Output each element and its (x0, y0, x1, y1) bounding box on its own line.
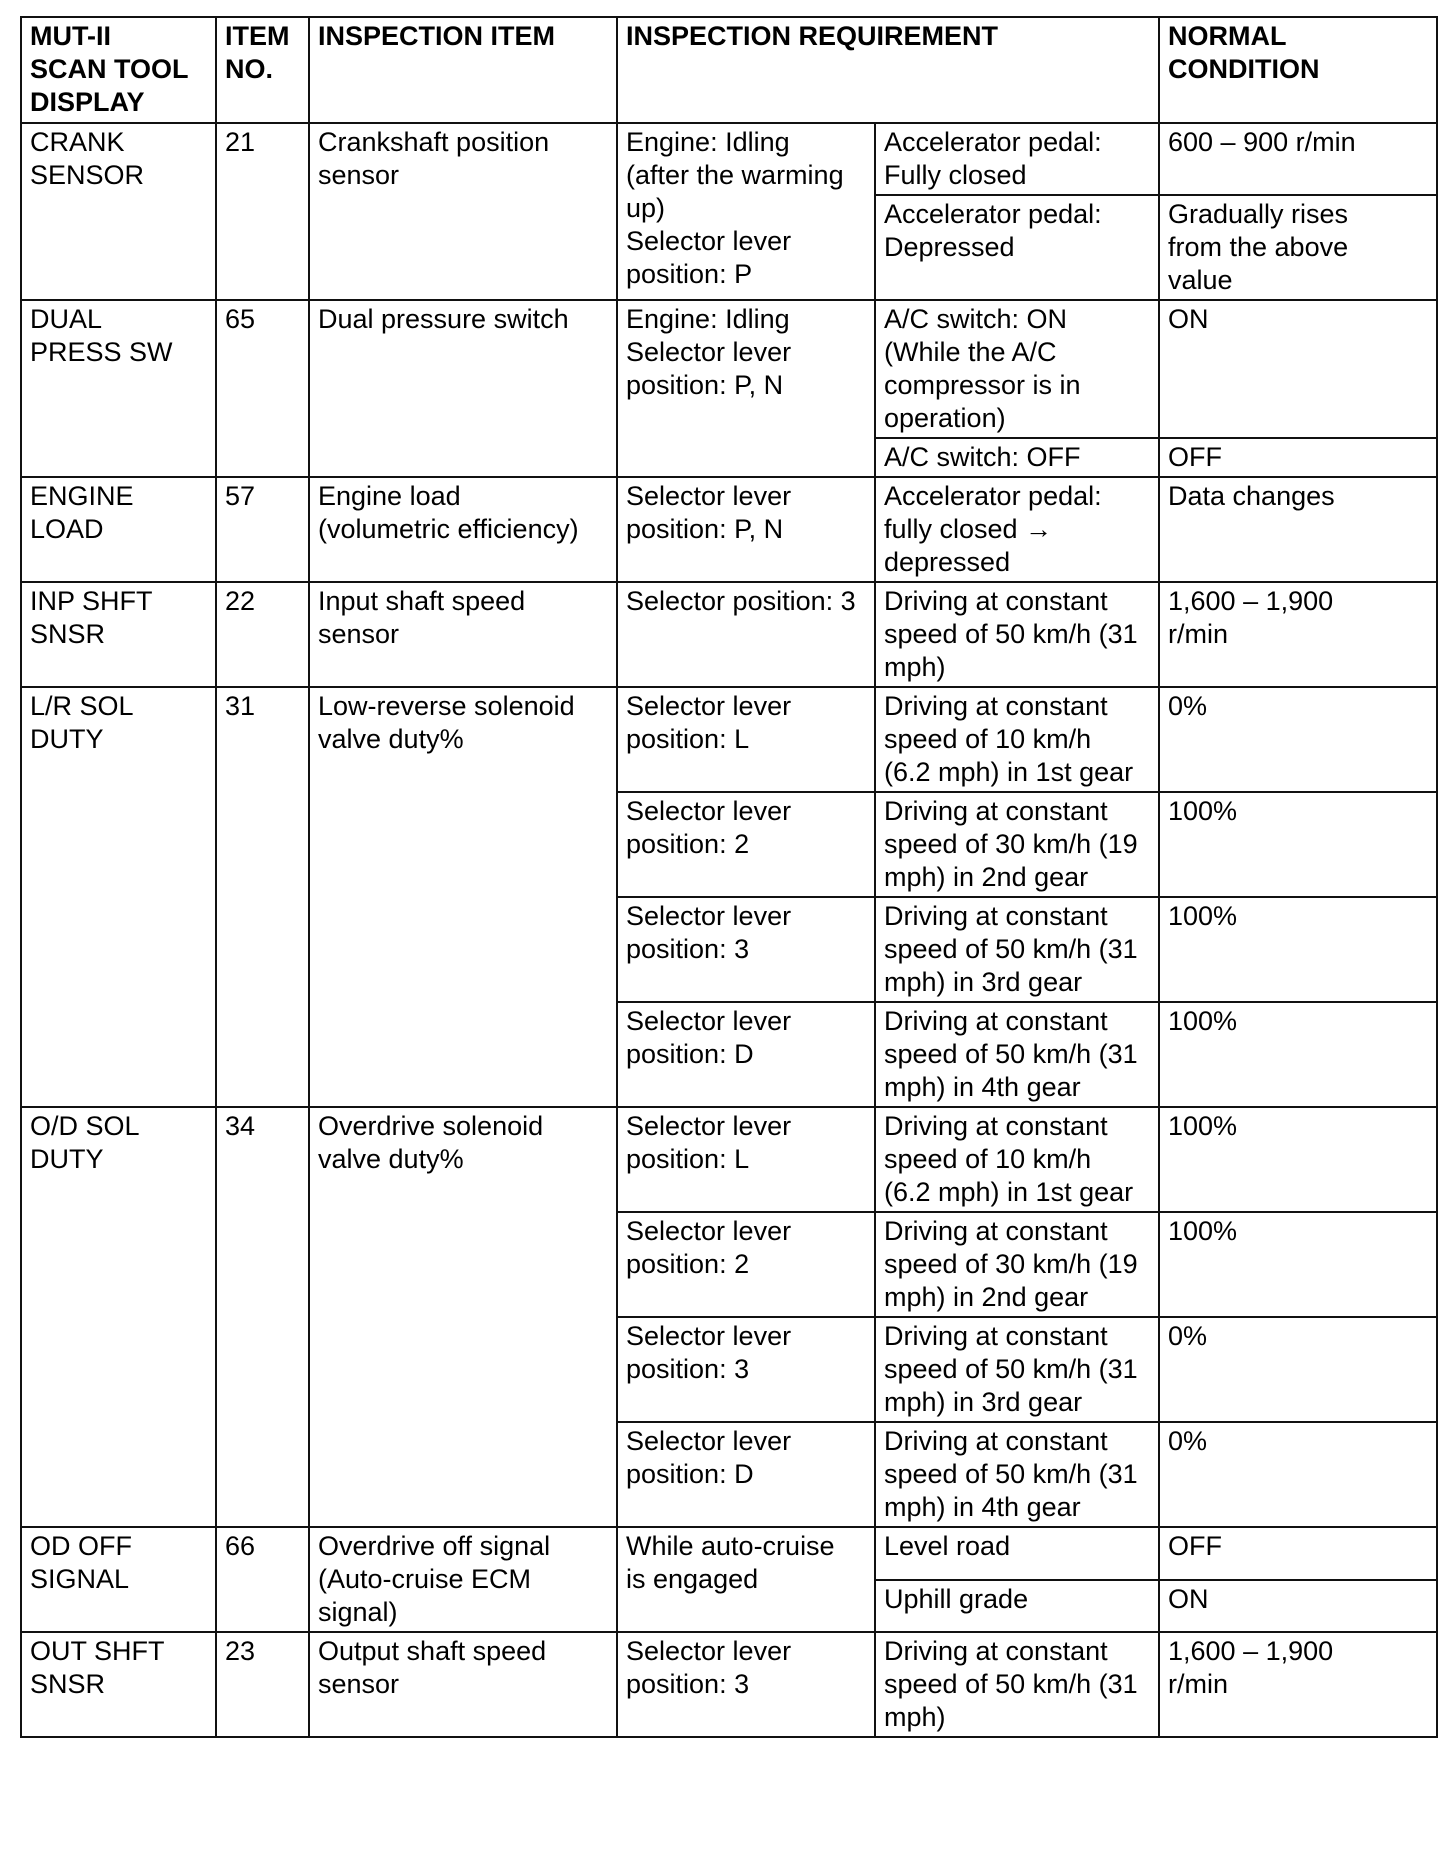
cell-display: INP SHFT SNSR (21, 582, 216, 687)
cell-condition: Accelerator pedal: Depressed (875, 195, 1159, 300)
cell-condition: Driving at constant speed of 50 km/h (31 mph) (875, 582, 1159, 687)
cell-requirement: Selector lever position: L (617, 687, 875, 792)
cell-display: O/D SOL DUTY (21, 1107, 216, 1527)
cell-normal: OFF (1159, 1527, 1437, 1580)
cell-requirement: Selector lever position: 2 (617, 792, 875, 897)
cell-inspection-item: Crankshaft position sensor (309, 123, 617, 300)
cell-item-no: 66 (216, 1527, 309, 1632)
table-row (21, 1632, 1437, 1737)
cell-display: OD OFF SIGNAL (21, 1527, 216, 1632)
cell-inspection-item: Overdrive off signal (Auto-cruise ECM signal) (309, 1527, 617, 1632)
cell-normal: 100% (1159, 1107, 1437, 1212)
cell-condition: Driving at constant speed of 50 km/h (31 mph) in 4th gear (875, 1422, 1159, 1527)
document-page (20, 16, 1436, 1738)
cell-normal: 100% (1159, 792, 1437, 897)
header-inspection-item: INSPECTION ITEM (309, 17, 617, 123)
cell-normal: 100% (1159, 1212, 1437, 1317)
table-row (21, 123, 1437, 195)
cell-item-no: 21 (216, 123, 309, 300)
cell-item-no: 23 (216, 1632, 309, 1737)
cell-normal: OFF (1159, 438, 1437, 477)
cell-requirement: Selector lever position: D (617, 1002, 875, 1107)
table-row (21, 687, 1437, 792)
table-row (21, 1527, 1437, 1580)
cell-condition: Driving at constant speed of 30 km/h (19 mph) in 2nd gear (875, 792, 1159, 897)
cell-normal: 0% (1159, 687, 1437, 792)
header-inspection-requirement: INSPECTION REQUIREMENT (617, 17, 1159, 123)
cell-requirement: Selector lever position: 3 (617, 897, 875, 1002)
cell-requirement: While auto-cruise is engaged (617, 1527, 875, 1632)
cell-requirement: Engine: Idling Selector lever position: P, N (617, 300, 875, 477)
header-item-no: ITEM NO. (216, 17, 309, 123)
table-row (21, 1107, 1437, 1212)
cell-condition: A/C switch: ON (While the A/C compressor is in operation) (875, 300, 1159, 438)
cell-normal: 0% (1159, 1422, 1437, 1527)
cell-normal: 600 – 900 r/min (1159, 123, 1437, 195)
cell-condition: Accelerator pedal: fully closed → depressed (875, 477, 1159, 582)
cell-inspection-item: Overdrive solenoid valve duty% (309, 1107, 617, 1527)
table-header-row (21, 17, 1437, 123)
cell-normal: ON (1159, 1580, 1437, 1633)
cell-display: CRANK SENSOR (21, 123, 216, 300)
cell-normal: 0% (1159, 1317, 1437, 1422)
cell-condition: Driving at constant speed of 50 km/h (31 mph) in 3rd gear (875, 897, 1159, 1002)
cell-normal: 100% (1159, 1002, 1437, 1107)
table-row (21, 582, 1437, 687)
cell-normal: Gradually rises from the above value (1159, 195, 1437, 300)
cell-inspection-item: Output shaft speed sensor (309, 1632, 617, 1737)
cell-normal: Data changes (1159, 477, 1437, 582)
cell-requirement: Selector lever position: P, N (617, 477, 875, 582)
cell-requirement: Selector position: 3 (617, 582, 875, 687)
cell-requirement: Engine: Idling (after the warming up) Selector lever position: P (617, 123, 875, 300)
cell-normal: 1,600 – 1,900 r/min (1159, 1632, 1437, 1737)
cell-requirement: Selector lever position: 2 (617, 1212, 875, 1317)
cell-condition: Driving at constant speed of 30 km/h (19 mph) in 2nd gear (875, 1212, 1159, 1317)
cell-normal: ON (1159, 300, 1437, 438)
cell-requirement: Selector lever position: L (617, 1107, 875, 1212)
cell-requirement: Selector lever position: D (617, 1422, 875, 1527)
cell-item-no: 65 (216, 300, 309, 477)
cell-item-no: 57 (216, 477, 309, 582)
cell-requirement: Selector lever position: 3 (617, 1632, 875, 1737)
cell-item-no: 31 (216, 687, 309, 1107)
cell-condition: Driving at constant speed of 50 km/h (31 mph) in 3rd gear (875, 1317, 1159, 1422)
cell-condition: Uphill grade (875, 1580, 1159, 1633)
cell-condition: Accelerator pedal: Fully closed (875, 123, 1159, 195)
table-row (21, 300, 1437, 438)
cell-inspection-item: Dual pressure switch (309, 300, 617, 477)
cell-inspection-item: Input shaft speed sensor (309, 582, 617, 687)
cell-display: OUT SHFT SNSR (21, 1632, 216, 1737)
cell-display: L/R SOL DUTY (21, 687, 216, 1107)
cell-condition: A/C switch: OFF (875, 438, 1159, 477)
header-display: MUT-II SCAN TOOL DISPLAY (21, 17, 216, 123)
header-normal-condition: NORMAL CONDITION (1159, 17, 1437, 123)
cell-display: DUAL PRESS SW (21, 300, 216, 477)
cell-condition: Driving at constant speed of 50 km/h (31 mph) (875, 1632, 1159, 1737)
cell-condition: Level road (875, 1527, 1159, 1580)
cell-display: ENGINE LOAD (21, 477, 216, 582)
inspection-table (20, 16, 1438, 1738)
cell-normal: 100% (1159, 897, 1437, 1002)
cell-condition: Driving at constant speed of 10 km/h (6.2 mph) in 1st gear (875, 687, 1159, 792)
table-row (21, 477, 1437, 582)
cell-inspection-item: Low-reverse solenoid valve duty% (309, 687, 617, 1107)
cell-normal: 1,600 – 1,900 r/min (1159, 582, 1437, 687)
cell-item-no: 22 (216, 582, 309, 687)
cell-inspection-item: Engine load (volumetric efficiency) (309, 477, 617, 582)
cell-item-no: 34 (216, 1107, 309, 1527)
cell-condition: Driving at constant speed of 10 km/h (6.2 mph) in 1st gear (875, 1107, 1159, 1212)
cell-requirement: Selector lever position: 3 (617, 1317, 875, 1422)
cell-condition: Driving at constant speed of 50 km/h (31 mph) in 4th gear (875, 1002, 1159, 1107)
